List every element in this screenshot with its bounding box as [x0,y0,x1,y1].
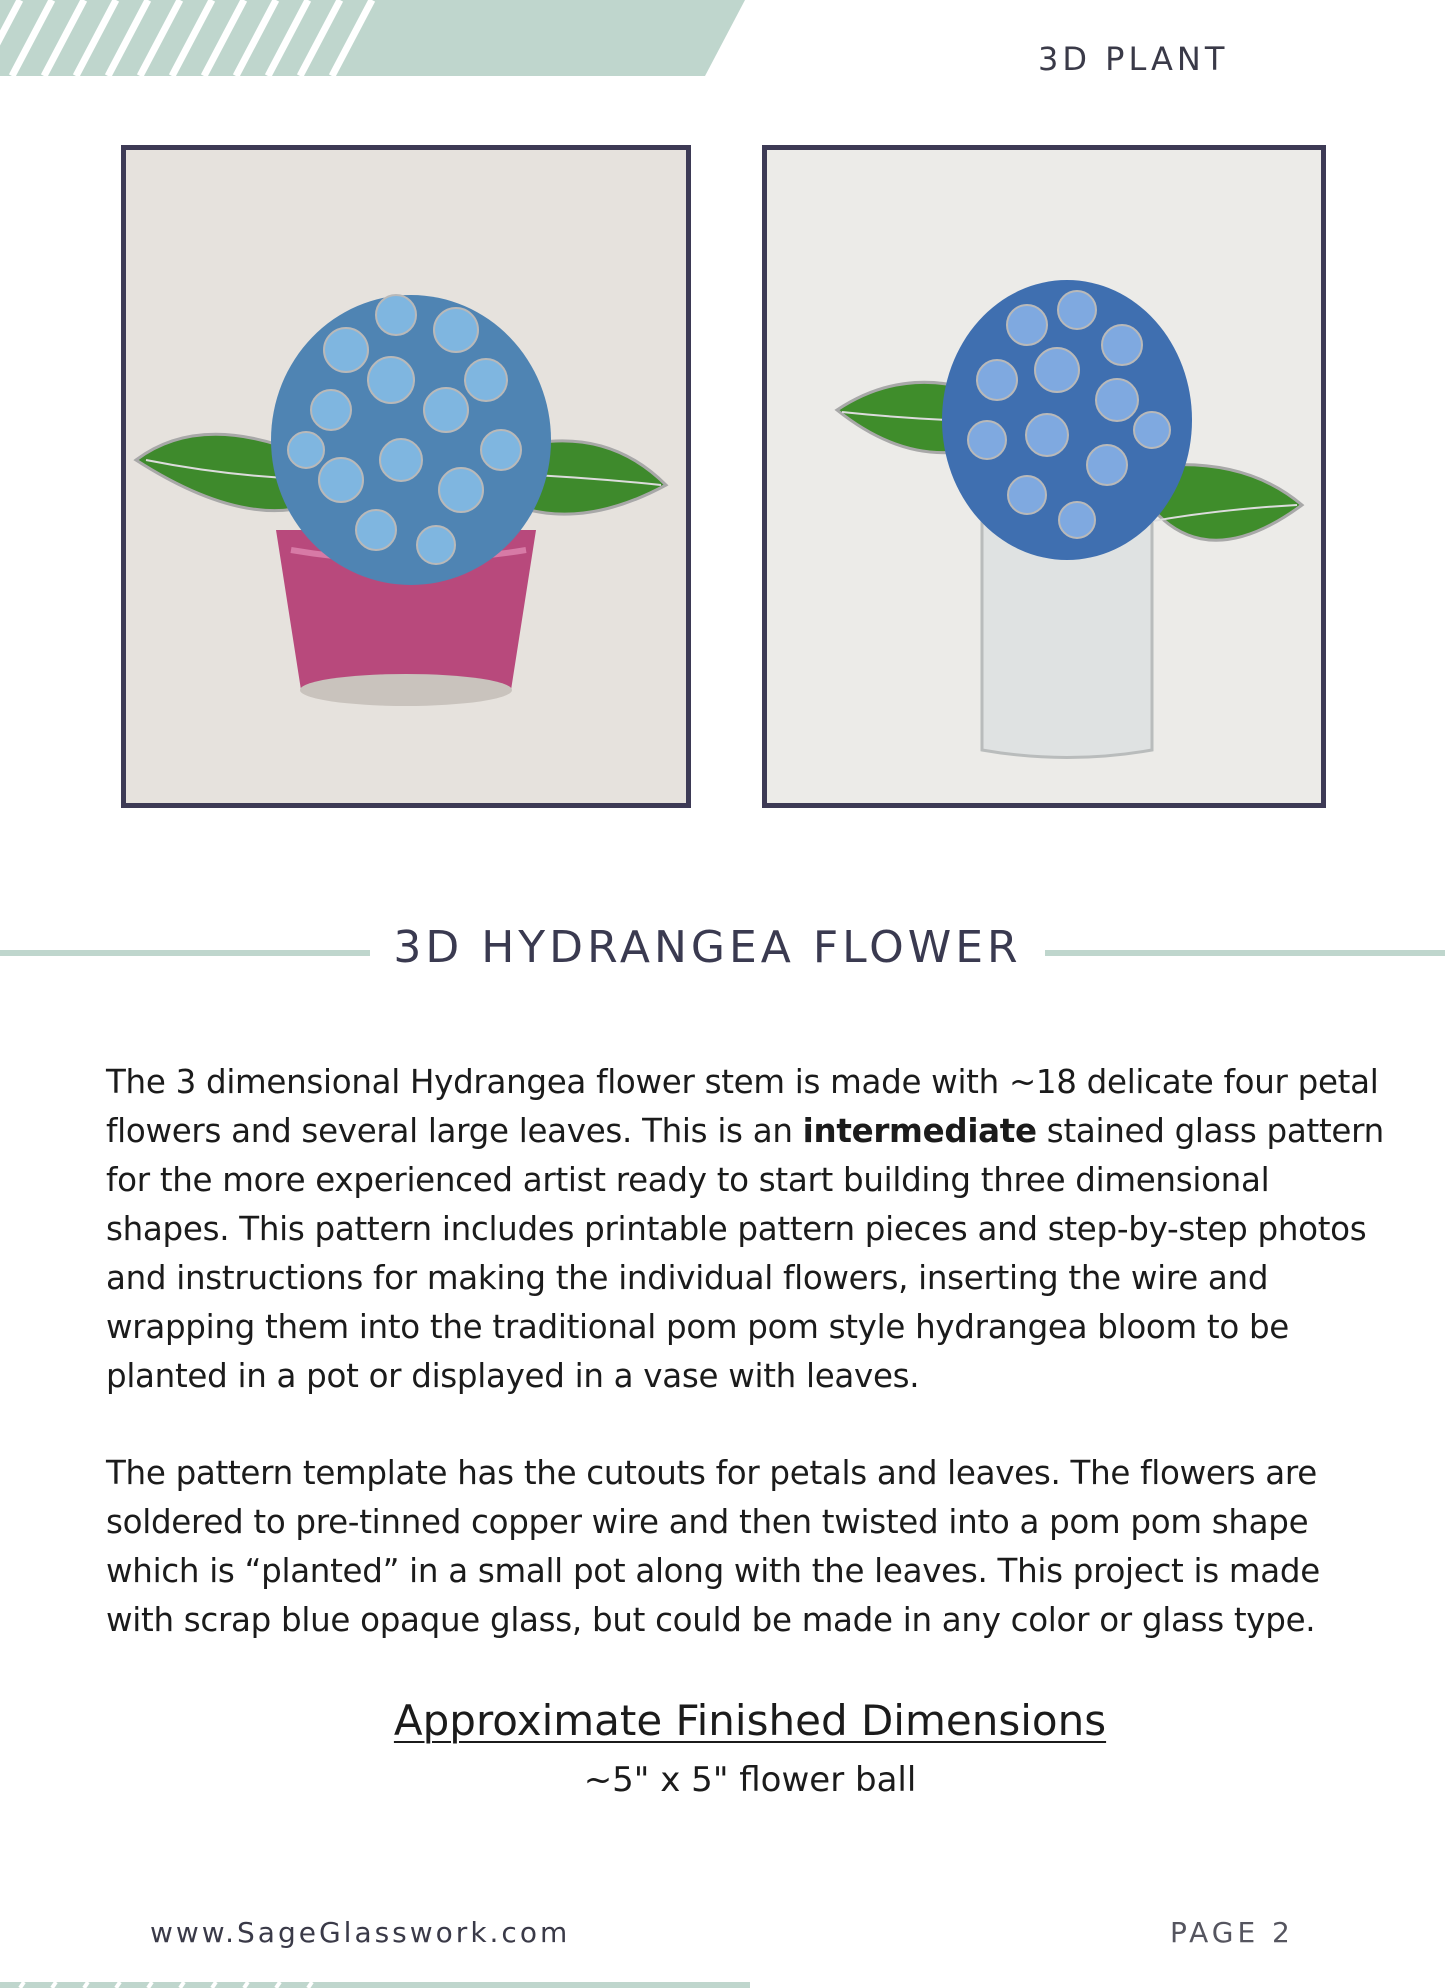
footer-website-link[interactable]: www.SageGlasswork.com [150,1916,571,1949]
title-rule-left [0,950,370,956]
title-rule-right [1045,950,1445,956]
header-category-label: 3D PLANT [1038,40,1229,78]
para1-bold-level: intermediate [802,1112,1037,1150]
photo-hydrangea-vase [762,145,1326,808]
header-stripe-banner [0,0,750,76]
section-title: 3D HYDRANGEA FLOWER [393,922,1022,973]
description-paragraph-2: The pattern template has the cutouts for petals and leaves. The flowers are soldered to pre-tinned copper wire and then twisted into a pom pom shape which is “planted” in a small pot along with the leaves. This project is made with scrap blue opaque glass, but could be made in any color or glass type. [106,1454,1320,1639]
hydrangea-vase-illustration [767,150,1321,803]
footer-stripe-banner [0,1982,750,1988]
para1-text-a: The 3 dimensional Hydrangea flower stem is made with ~18 delicate four petal flowers and several large leaves. This is an [106,1063,1379,1150]
dimensions-value: ~5" x 5" flower ball [583,1760,917,1800]
dimensions-heading: Approximate Finished Dimensions [393,1696,1107,1745]
footer-page-number: PAGE 2 [1170,1916,1294,1949]
description-paragraph-1 [106,1058,1396,1401]
para1-text-b: stained glass pattern for the more experienced artist ready to start building three dimensional shapes. This pattern includes printable pattern pieces and step-by-step photos and instructions for making the individual flowers, inserting the wire and wrapping them into the traditional pom pom style hydrangea bloom to be planted in a pot or displayed in a vase with leaves. [106,1112,1384,1395]
hydrangea-pot-illustration [126,150,686,803]
photo-hydrangea-pot [121,145,691,808]
